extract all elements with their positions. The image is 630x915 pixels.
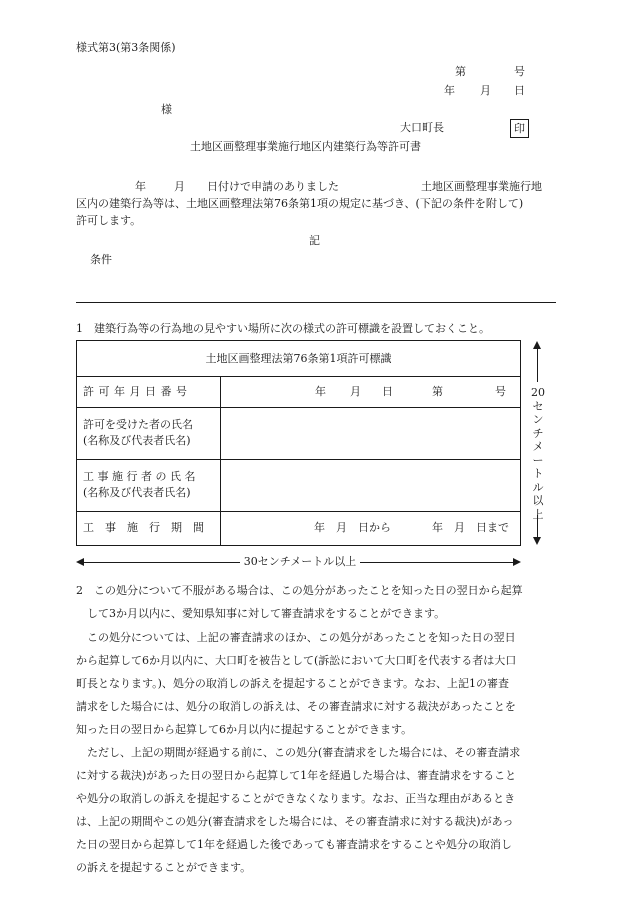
- issue-month: 月: [480, 84, 491, 97]
- table-column-divider: [220, 376, 221, 546]
- permit-year: 年: [315, 385, 326, 398]
- conditions-label: 条件: [90, 253, 112, 266]
- construction-period-start: 年 月 日から: [314, 521, 391, 534]
- permit-no-prefix: 第: [432, 385, 443, 398]
- item-2: [76, 579, 566, 625]
- arrow-down-icon: [533, 537, 541, 545]
- ki-heading: 記: [309, 234, 320, 247]
- paragraph-line: から起算して6か月以内に、大口町を被告として(訴訟において大口町を代表する者は大口: [76, 654, 517, 667]
- contractor-name-sublabel: (名称及び代表者氏名): [83, 486, 191, 499]
- intro-year: 年: [135, 180, 146, 193]
- paragraph-line: や処分の取消しの訴えを提起することができなくなります。なお、正当な理由があるとき: [76, 792, 516, 805]
- intro-month: 月: [174, 180, 185, 193]
- paragraph-line: に対する裁決)があった日の翌日から起算して1年を経過した場合は、審査請求をすること: [76, 769, 517, 782]
- intro-line-3: 許可します。: [76, 214, 142, 227]
- intro-line-2: 区内の建築行為等は、土地区画整理法第76条第1項の規定に基づき、(下記の条件を附して): [76, 197, 524, 210]
- permit-no-suffix: 号: [495, 385, 506, 398]
- table-row-divider: [77, 511, 520, 512]
- permit-sign-table: [76, 340, 521, 546]
- permittee-name-sublabel: (名称及び代表者氏名): [83, 434, 191, 447]
- lawsuit-paragraph: [76, 626, 566, 741]
- paragraph-line: ただし、上記の期間が経過する前に、この処分(審査請求をした場合には、その審査請求: [87, 746, 521, 759]
- document-no-prefix: 第: [455, 65, 466, 78]
- table-row-divider: [77, 459, 520, 460]
- form-number: 様式第3(第3条関係): [76, 41, 176, 54]
- divider-line: [76, 302, 556, 303]
- table-row-divider: [77, 407, 520, 408]
- paragraph-line: の訴えを提起することができます。: [76, 861, 252, 874]
- paragraph-line: 知った日の翌日から起算して6か月以内に提起することができます。: [76, 723, 413, 736]
- height-dimension-line: [537, 515, 538, 538]
- arrow-right-icon: [513, 558, 521, 566]
- permit-day: 日: [382, 385, 393, 398]
- construction-period-end: 年 月 日まで: [432, 521, 509, 534]
- seal-stamp: 印: [510, 119, 529, 138]
- paragraph-line: は、上記の期間やこの処分(審査請求をした場合には、その審査請求に対する裁決)があっ: [76, 815, 514, 828]
- issue-year: 年: [444, 84, 455, 97]
- item-2-line: して3か月以内に、愛知県知事に対して審査請求をすることができます。: [87, 607, 446, 620]
- issue-day: 日: [514, 84, 525, 97]
- sign-title: 土地区画整理法第76条第1項許可標識: [205, 352, 392, 365]
- permit-month: 月: [350, 385, 361, 398]
- contractor-name-label: 工 事 施 行 者 の 氏 名: [83, 470, 196, 483]
- paragraph-line: この処分については、上記の審査請求のほか、この処分があったことを知った日の翌日: [87, 631, 516, 644]
- addressee-suffix: 様: [161, 103, 172, 116]
- intro-application-text: 日付けで申請のありました: [207, 180, 339, 193]
- paragraph-line: 町長となります。)、処分の取消しの訴えを提起することができます。なお、上記1の審査: [76, 677, 510, 690]
- paragraph-line: 請求をした場合には、処分の取消しの訴えは、その審査請求に対する裁決があったことを: [76, 700, 516, 713]
- permittee-name-label: 許可を受けた者の氏名: [83, 418, 193, 431]
- width-dimension-label: 30センチメートル以上: [240, 555, 360, 569]
- construction-period-label: 工 事 施 行 期 間: [83, 521, 204, 534]
- height-dimension-label: 20センチメートル以上: [531, 386, 545, 521]
- document-no-suffix: 号: [514, 65, 525, 78]
- table-row-divider: [77, 376, 520, 377]
- paragraph-line: た日の翌日から起算して1年を経過した後であっても審査請求をすることや処分の取消し: [76, 838, 512, 851]
- intro-district-text: 土地区画整理事業施行地: [421, 180, 542, 193]
- item-1: 1 建築行為等の行為地の見やすい場所に次の様式の許可標識を設置しておくこと。: [76, 322, 490, 335]
- issuer-name: 大口町長: [400, 121, 444, 134]
- item-2-line: 2 この処分について不服がある場合は、この処分があったことを知った日の翌日から起算: [76, 584, 523, 597]
- proviso-paragraph: [76, 741, 566, 879]
- height-dimension-line: [537, 348, 538, 382]
- permit-date-number-label: 許 可 年 月 日 番 号: [83, 385, 188, 398]
- document-title: 土地区画整理事業施行地区内建築行為等許可書: [190, 140, 421, 153]
